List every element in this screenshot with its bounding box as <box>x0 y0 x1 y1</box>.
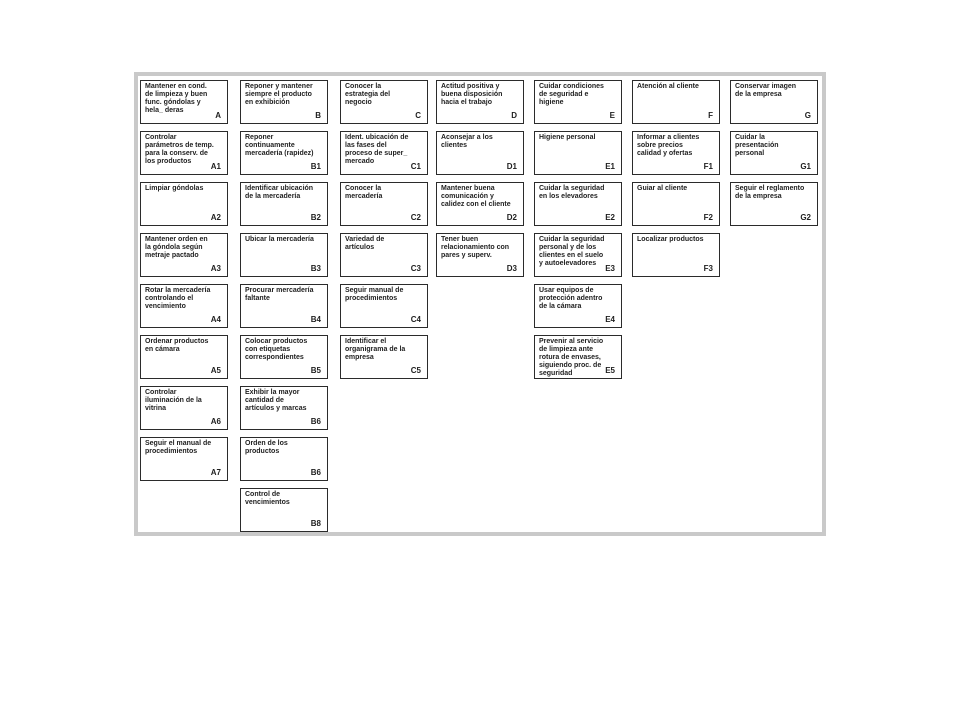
activity-card <box>534 335 622 379</box>
activity-text: Cuidar la seguridad en los elevadores <box>539 185 605 200</box>
activity-text: Conocer la mercadería <box>345 185 383 200</box>
activity-card <box>730 182 818 226</box>
activity-card <box>632 233 720 277</box>
activity-text: Variedad de artículos <box>345 236 385 251</box>
activity-text: Procurar mercadería faltante <box>245 287 314 302</box>
activity-card <box>340 182 428 226</box>
activity-card <box>632 182 720 226</box>
activity-code: C4 <box>410 315 421 324</box>
activity-text: Controlar iluminación de la vitrina <box>145 389 202 412</box>
activity-code: B1 <box>310 162 321 171</box>
activity-card <box>534 182 622 226</box>
activity-card <box>632 80 720 124</box>
activity-card <box>340 233 428 277</box>
activity-card <box>240 437 328 481</box>
activity-card <box>534 80 622 124</box>
activity-text: Higiene personal <box>539 134 596 141</box>
activity-card <box>240 182 328 226</box>
activity-text: Colocar productos con etiquetas correspondientes <box>245 338 308 361</box>
activity-card <box>340 284 428 328</box>
activity-text: Guiar al cliente <box>637 185 688 192</box>
activity-text: Ubicar la mercadería <box>245 236 314 243</box>
activity-text: Actitud positiva y buena disposición hacia el trabajo <box>441 83 503 106</box>
activity-text: Atención al cliente <box>637 83 699 90</box>
activity-code: F1 <box>703 162 713 171</box>
activity-text: Tener buen relacionamiento con pares y superv. <box>441 236 510 259</box>
activity-card <box>140 131 228 175</box>
activity-text: Controlar parámetros de temp. para la conserv. de los productos <box>145 134 214 165</box>
activity-card <box>140 284 228 328</box>
activity-code: A1 <box>210 162 221 171</box>
activity-card <box>140 386 228 430</box>
activity-code: D <box>511 111 517 120</box>
activity-text: Informar a clientes sobre precios calidad y ofertas <box>637 134 700 157</box>
activity-card <box>436 233 524 277</box>
activity-code: A4 <box>210 315 221 324</box>
activity-text: Usar equipos de protección adentro de la cámara <box>539 287 603 310</box>
activity-code: B6 <box>310 468 321 477</box>
activity-text: Mantener orden en la góndola según metraje pactado <box>145 236 208 259</box>
activity-text: Ident. ubicación de las fases del proceso de super_ mercado <box>345 134 409 165</box>
activity-text: Seguir el manual de procedimientos <box>145 440 212 455</box>
activity-card <box>534 233 622 277</box>
activity-card <box>140 233 228 277</box>
activity-text: Aconsejar a los clientes <box>441 134 493 149</box>
activity-code: E2 <box>605 213 615 222</box>
activity-card <box>140 182 228 226</box>
activity-code: F2 <box>703 213 713 222</box>
activity-text: Limpiar góndolas <box>145 185 204 192</box>
activity-card <box>340 80 428 124</box>
activity-code: C1 <box>410 162 421 171</box>
activity-card <box>340 131 428 175</box>
activity-code: E <box>609 111 615 120</box>
activity-card <box>730 131 818 175</box>
activity-code: G2 <box>800 213 811 222</box>
activity-card <box>240 284 328 328</box>
diagram-canvas <box>138 76 822 532</box>
activity-text: Exhibir la mayor cantidad de artículos y marcas <box>245 389 307 412</box>
activity-text: Localizar productos <box>637 236 704 243</box>
activity-card <box>632 131 720 175</box>
activity-code: D2 <box>506 213 517 222</box>
activity-card <box>436 131 524 175</box>
activity-text: Cuidar la presentación personal <box>735 134 779 157</box>
activity-card <box>340 335 428 379</box>
activity-code: E5 <box>605 366 615 375</box>
activity-card <box>140 335 228 379</box>
activity-card <box>534 131 622 175</box>
activity-code: A5 <box>210 366 221 375</box>
activity-card <box>240 80 328 124</box>
activity-code: C5 <box>410 366 421 375</box>
activity-code: A6 <box>210 417 221 426</box>
activity-card <box>240 233 328 277</box>
activity-text: Identificar el organigrama de la empresa <box>345 338 406 361</box>
activity-code: B3 <box>310 264 321 273</box>
activity-text: Cuidar condiciones de seguridad e higiene <box>539 83 604 106</box>
activity-code: F <box>708 111 713 120</box>
activity-text: Mantener buena comunicación y calidez con el cliente <box>441 185 511 208</box>
activity-card <box>436 182 524 226</box>
activity-code: B2 <box>310 213 321 222</box>
activity-card <box>240 488 328 532</box>
activity-code: B5 <box>310 366 321 375</box>
activity-text: Conservar imagen de la empresa <box>735 83 797 98</box>
activity-code: B8 <box>310 519 321 528</box>
activity-text: Orden de los productos <box>245 440 288 455</box>
activity-code: D3 <box>506 264 517 273</box>
activity-card <box>534 284 622 328</box>
activity-text: Prevenir al servicio de limpieza ante rotura de envases, siguiendo proc. de seguridad <box>539 338 604 377</box>
activity-code: B6 <box>310 417 321 426</box>
activity-code: A2 <box>210 213 221 222</box>
activity-text: Ordenar productos en cámara <box>145 338 209 353</box>
activity-code: A <box>215 111 221 120</box>
activity-text: Seguir manual de procedimientos <box>345 287 404 302</box>
activity-code: C <box>415 111 421 120</box>
activity-text: Rotar la mercadería controlando el vencimiento <box>145 287 211 310</box>
activity-card <box>240 386 328 430</box>
activity-card <box>140 80 228 124</box>
activity-code: C2 <box>410 213 421 222</box>
activity-card <box>240 335 328 379</box>
activity-text: Reponer y mantener siempre el producto en exhibición <box>245 83 313 106</box>
activity-code: E3 <box>605 264 615 273</box>
diagram-frame <box>134 72 826 536</box>
activity-text: Identificar ubicación de la mercadería <box>245 185 314 200</box>
activity-code: G1 <box>800 162 811 171</box>
activity-text: Reponer continuamente mercadería (rapidez) <box>245 134 314 157</box>
activity-code: E1 <box>605 162 615 171</box>
activity-code: G <box>804 111 811 120</box>
activity-card <box>436 80 524 124</box>
activity-text: Control de vencimientos <box>245 491 290 506</box>
activity-code: A3 <box>210 264 221 273</box>
activity-code: C3 <box>410 264 421 273</box>
activity-text: Conocer la estrategia del negocio <box>345 83 391 106</box>
activity-card <box>140 437 228 481</box>
activity-text: Cuidar la seguridad personal y de los clientes en el suelo y autoelevadores <box>539 236 605 267</box>
activity-text: Mantener en cond. de limpieza y buen func. góndolas y hela_ deras <box>145 83 208 114</box>
activity-code: E4 <box>605 315 615 324</box>
activity-code: B <box>315 111 321 120</box>
activity-code: B4 <box>310 315 321 324</box>
activity-card <box>240 131 328 175</box>
activity-code: A7 <box>210 468 221 477</box>
activity-card <box>730 80 818 124</box>
activity-text: Seguir el reglamento de la empresa <box>735 185 805 200</box>
activity-code: D1 <box>506 162 517 171</box>
activity-code: F3 <box>703 264 713 273</box>
